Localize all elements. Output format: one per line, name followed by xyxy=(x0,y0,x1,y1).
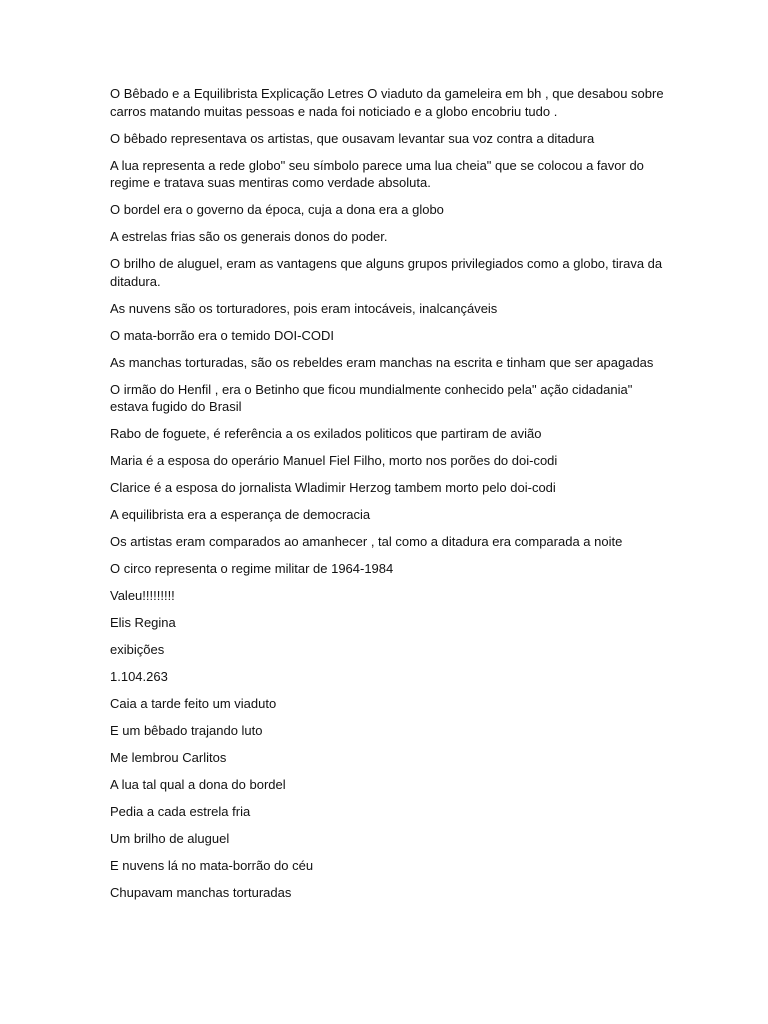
paragraph-15: Os artistas eram comparados ao amanhecer , tal como a ditadura era comparada a noite xyxy=(110,534,623,549)
paragraph-8: O mata-borrão era o temido DOI-CODI xyxy=(110,327,334,343)
lyric-line-7: E nuvens lá no mata-borrão do céu xyxy=(110,858,314,873)
paragraph-20: 1.104.263 xyxy=(110,669,168,684)
paragraph-12: Maria é a esposa do operário Manuel Fiel Filho, morto nos porões do doi-codi xyxy=(110,453,558,468)
paragraph-16: O circo representa o regime militar de 1964-1984 xyxy=(110,561,394,576)
paragraph-19: exibições xyxy=(110,642,165,657)
lyric-line-4: A lua tal qual a dona do bordel xyxy=(110,777,286,792)
lyric-line-2: E um bêbado trajando luto xyxy=(110,723,263,738)
paragraph-3: A lua representa a rede globo" seu símbolo parece uma lua cheia" que se colocou a favor do regime e tratava suas mentiras como verdade absoluta. xyxy=(110,157,644,190)
paragraph-9: As manchas torturadas, são os rebeldes eram manchas na escrita e tinham que ser apagadas xyxy=(110,354,654,370)
paragraph-13: Clarice é a esposa do jornalista Wladimir Herzog tambem morto pelo doi-codi xyxy=(110,480,556,495)
paragraph-7: As nuvens são os torturadores, pois eram intocáveis, inalcançáveis xyxy=(110,300,498,316)
paragraph-10: O irmão do Henfil , era o Betinho que ficou mundialmente conhecido pela" ação cidadania" estava fugido do Brasil xyxy=(110,381,633,414)
document-page xyxy=(110,85,670,911)
lyric-line-5: Pedia a cada estrela fria xyxy=(110,804,251,819)
paragraph-18: Elis Regina xyxy=(110,615,176,630)
paragraph-6: O brilho de aluguel, eram as vantagens que alguns grupos privilegiados como a globo, tirava da ditadura. xyxy=(110,256,663,289)
lyric-line-8: Chupavam manchas torturadas xyxy=(110,885,292,900)
lyric-line-1: Caia a tarde feito um viaduto xyxy=(110,696,277,711)
paragraph-17: Valeu!!!!!!!!! xyxy=(110,588,175,603)
paragraph-5: A estrelas frias são os generais donos do poder. xyxy=(110,229,388,244)
paragraph-11: Rabo de foguete, é referência a os exilados politicos que partiram de avião xyxy=(110,426,542,441)
paragraph-14: A equilibrista era a esperança de democracia xyxy=(110,507,371,522)
lyric-line-3: Me lembrou Carlitos xyxy=(110,750,227,765)
paragraph-4: O bordel era o governo da época, cuja a dona era a globo xyxy=(110,202,444,217)
paragraph-2: O bêbado representava os artistas, que ousavam levantar sua voz contra a ditadura xyxy=(110,130,595,146)
paragraph-1: O Bêbado e a Equilibrista Explicação Letres O viaduto da gameleira em bh , que desabou sobre carros matando muitas pessoas e nada foi noticiado e a globo encobriu tudo . xyxy=(110,86,664,119)
lyric-line-6: Um brilho de aluguel xyxy=(110,831,230,846)
